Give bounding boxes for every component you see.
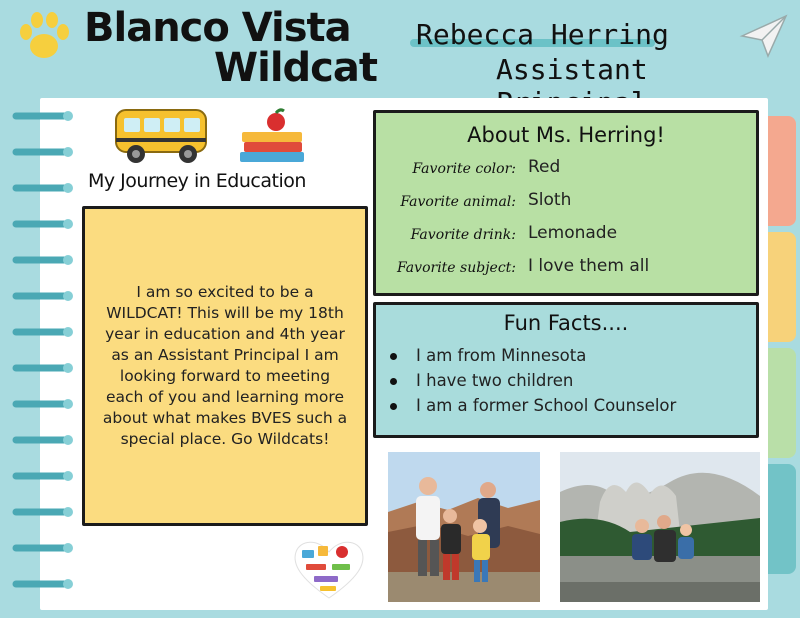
favorite-value: Lemonade bbox=[528, 223, 618, 243]
books-apple-icon bbox=[236, 108, 310, 170]
favorite-row bbox=[376, 157, 756, 187]
favorite-value: I love them all bbox=[528, 256, 650, 276]
page-tab-3 bbox=[768, 348, 796, 458]
list-item: I am a former School Counselor bbox=[386, 393, 756, 418]
paw-icon bbox=[14, 8, 74, 64]
journey-card bbox=[82, 206, 368, 526]
paper-plane-icon bbox=[738, 10, 790, 62]
list-item: I am from Minnesota bbox=[386, 343, 756, 368]
journey-text: I am so excited to be a WILDCAT! This will be my 18th year in education and 4th year as an Assistant Principal I am looking forward to meeting each of you and learning more about what makes BVES such a special place. Go Wildcats! bbox=[102, 283, 348, 448]
heart-school-supplies-icon bbox=[290, 536, 368, 602]
school-bus-icon bbox=[112, 104, 212, 168]
staff-role: Assistant bbox=[490, 53, 770, 119]
list-item: I have two children bbox=[386, 368, 756, 393]
favorite-row bbox=[376, 190, 756, 220]
about-title: About Ms. Herring! bbox=[467, 123, 665, 147]
page-tab-2 bbox=[768, 232, 796, 342]
family-photo-canyon bbox=[388, 452, 540, 602]
favorite-label: Favorite color: bbox=[412, 161, 516, 177]
about-card bbox=[373, 110, 759, 296]
school-name-line2: Wildcat bbox=[214, 45, 377, 91]
fun-facts-list bbox=[386, 343, 756, 418]
favorite-row bbox=[376, 256, 756, 286]
favorite-label: Favorite animal: bbox=[400, 194, 516, 210]
spiral-binding bbox=[10, 110, 76, 610]
favorite-label: Favorite drink: bbox=[410, 227, 516, 243]
school-name bbox=[84, 6, 377, 90]
favorite-label: Favorite subject: bbox=[397, 260, 516, 276]
journey-title: My Journey in Education bbox=[88, 170, 306, 192]
family-photo-rushmore bbox=[560, 452, 760, 602]
favorite-row bbox=[376, 223, 756, 253]
page-tab-4 bbox=[768, 464, 796, 574]
fun-facts-card bbox=[373, 302, 759, 438]
school-name-line1: Blanco Vista bbox=[84, 5, 351, 51]
page-tab-1 bbox=[768, 116, 796, 226]
fun-facts-title: Fun Facts.... bbox=[503, 311, 629, 335]
favorite-value: Red bbox=[528, 157, 561, 177]
favorite-value: Sloth bbox=[528, 190, 572, 210]
staff-name: Rebecca Herring bbox=[410, 18, 675, 51]
